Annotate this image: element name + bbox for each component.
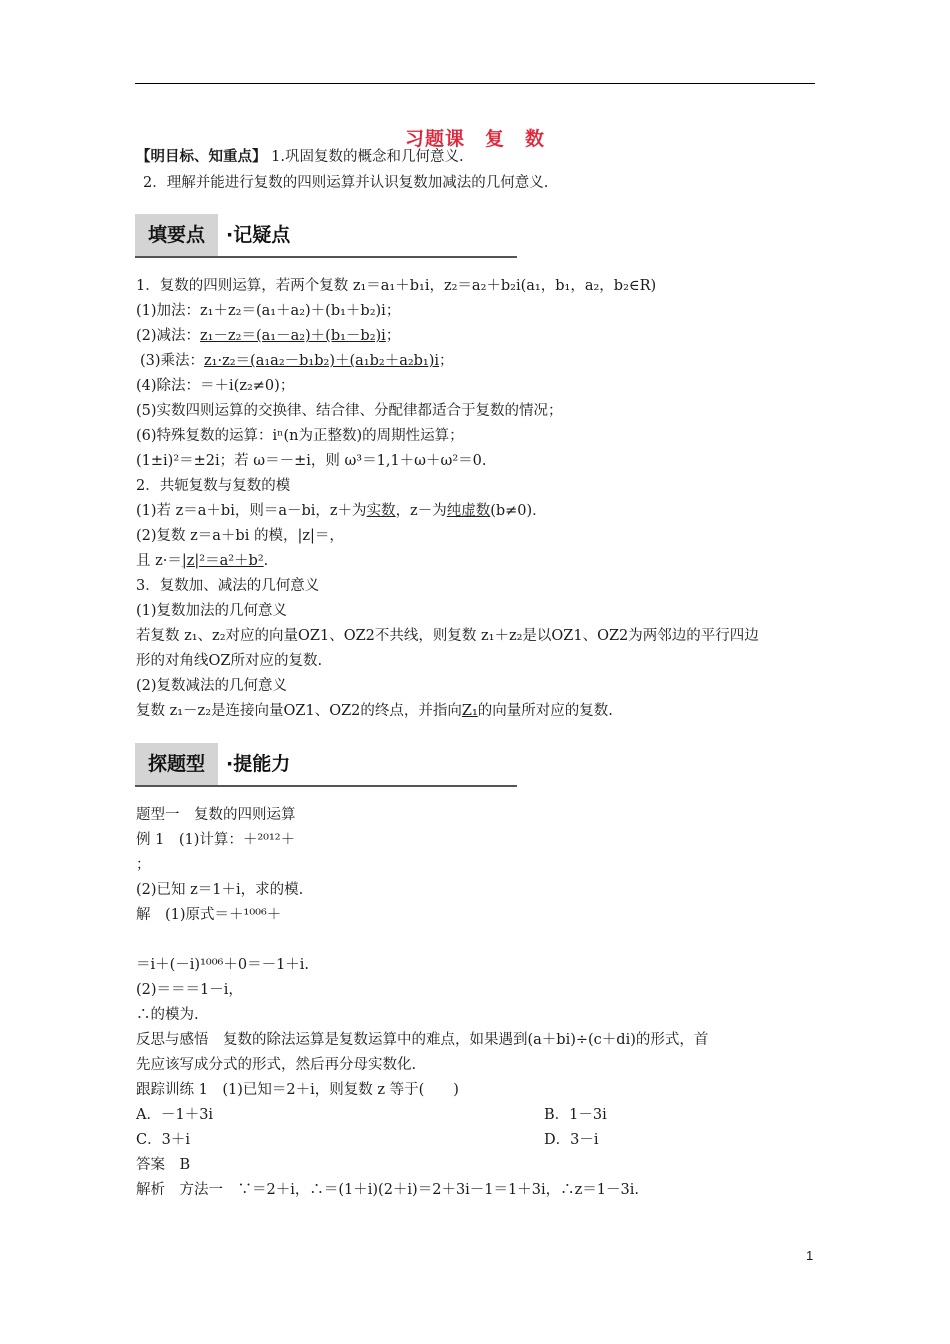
subtraction-rule bbox=[136, 326, 400, 346]
example-1-part-2: (2)已知 z＝1＋i，求的模. bbox=[136, 882, 304, 898]
geo-add-line-2: 形的对角线OZ所对应的复数. bbox=[136, 653, 323, 669]
objectives-line bbox=[136, 147, 464, 167]
point-3: 3．复数加、减法的几何意义 bbox=[136, 578, 320, 594]
special-rule: (6)特殊复数的运算：iⁿ(n为正整数)的周期性运算； bbox=[136, 428, 464, 444]
option-c: C．3＋i bbox=[136, 1132, 190, 1148]
section-header-points bbox=[135, 214, 517, 258]
multiplication-rule bbox=[140, 351, 454, 371]
modulus-product-text: 且 z·＝ bbox=[136, 553, 182, 569]
objective-item-2: 2．理解并能进行复数的四则运算并认识复数加减法的几何意义. bbox=[143, 175, 549, 191]
geo-sub-end: 的向量所对应的复数. bbox=[477, 703, 613, 719]
subtraction-formula: z₁－z₂＝(a₁－a₂)＋(b₁－b₂)i bbox=[200, 328, 386, 344]
example-1-cont: ； bbox=[136, 857, 151, 873]
solution-line-2: ＝i＋(－i)¹⁰⁰⁶＋0＝－1＋i. bbox=[136, 957, 310, 973]
tracking-exercise: 跟踪训练 1 (1)已知＝2＋i，则复数 z 等于( ) bbox=[136, 1082, 459, 1098]
solution-line-3: (2)＝＝＝1－i， bbox=[136, 982, 243, 998]
section-rule bbox=[135, 785, 517, 787]
geo-sub-target: Z₁ bbox=[461, 703, 478, 719]
multiplication-label: (3)乘法： bbox=[140, 353, 205, 369]
question-type-1: 题型一 复数的四则运算 bbox=[136, 807, 296, 823]
conjugate-text-2: ，z－为 bbox=[395, 503, 447, 519]
answer-line: 答案 B bbox=[136, 1157, 191, 1173]
geo-add-heading: (1)复数加法的几何意义 bbox=[136, 603, 288, 619]
point-1: 1．复数的四则运算，若两个复数 z₁＝a₁＋b₁i，z₂＝a₂＋b₂i(a₁，b₁，a₂，b₂∈R) bbox=[136, 278, 657, 294]
conjugate-rule bbox=[136, 501, 547, 521]
section-subtitle: ·提能力 bbox=[226, 753, 291, 775]
page-number: 1 bbox=[806, 1248, 814, 1263]
options-row-1 bbox=[136, 1105, 607, 1125]
conjugate-real: 实数 bbox=[366, 503, 396, 519]
objectives-label: 【明目标、知重点】 bbox=[136, 149, 267, 165]
option-b: B．1－3i bbox=[544, 1107, 607, 1123]
options-row-2 bbox=[136, 1130, 599, 1150]
division-rule: (4)除法：＝＋i(z₂≠0)； bbox=[136, 378, 295, 394]
header-rule bbox=[135, 83, 815, 84]
geo-sub-line bbox=[136, 701, 613, 721]
multiplication-formula: z₁·z₂＝(a₁a₂－b₁b₂)＋(a₁b₂＋a₂b₁)i bbox=[204, 353, 440, 369]
multiplication-end: ； bbox=[439, 353, 454, 369]
analysis-line: 解析 方法一 ∵＝2＋i，∴＝(1＋i)(2＋i)＝2＋3i－1＝1＋3i，∴z＝1－3i. bbox=[136, 1182, 639, 1198]
addition-rule: (1)加法：z₁＋z₂＝(a₁＋a₂)＋(b₁＋b₂)i； bbox=[136, 303, 401, 319]
conjugate-text-3: (b≠0)． bbox=[490, 503, 547, 519]
modulus-product-end: . bbox=[263, 553, 269, 569]
section-tab: 探题型 bbox=[135, 743, 218, 785]
geo-sub-text: 复数 z₁－z₂是连接向量OZ1、OZ2的终点，并指向 bbox=[136, 703, 462, 719]
geo-add-line-1: 若复数 z₁、z₂对应的向量OZ1、OZ2不共线，则复数 z₁＋z₂是以OZ1、OZ2为两邻边的平行四边 bbox=[136, 628, 759, 644]
point-2: 2．共轭复数与复数的模 bbox=[136, 478, 291, 494]
section-tab: 填要点 bbox=[135, 214, 218, 256]
solution-line-4: ∴的模为. bbox=[136, 1007, 199, 1023]
law-rule: (5)实数四则运算的交换律、结合律、分配律都适合于复数的情况； bbox=[136, 403, 563, 419]
reflection-line-2: 先应该写成分式的形式，然后再分母实数化. bbox=[136, 1057, 417, 1073]
conjugate-imag: 纯虚数 bbox=[446, 503, 491, 519]
section-subtitle: ·记疑点 bbox=[226, 224, 291, 246]
option-d: D．3－i bbox=[544, 1132, 599, 1148]
modulus-product bbox=[136, 551, 268, 571]
solution-line-1: 解 (1)原式＝＋¹⁰⁰⁶＋ bbox=[136, 907, 282, 923]
page-title: 习题课 复 数 bbox=[404, 128, 545, 150]
example-1: 例 1 (1)计算：＋²⁰¹²＋ bbox=[136, 832, 296, 848]
reflection-line-1: 反思与感悟 复数的除法运算是复数运算中的难点，如果遇到(a＋bi)÷(c＋di)的形式，首 bbox=[136, 1032, 709, 1048]
modulus-product-formula: |z|²＝a²＋b² bbox=[181, 553, 264, 569]
conjugate-text: (1)若 z＝a＋bi，则＝a－bi，z＋为 bbox=[136, 503, 367, 519]
subtraction-label: (2)减法： bbox=[136, 328, 201, 344]
omega-rule: (1±i)²＝±2i；若 ω＝－±i，则 ω³＝1,1＋ω＋ω²＝0. bbox=[136, 453, 487, 469]
section-header-practice bbox=[135, 743, 517, 787]
section-rule bbox=[135, 256, 517, 258]
geo-sub-heading: (2)复数减法的几何意义 bbox=[136, 678, 288, 694]
modulus-rule: (2)复数 z＝a＋bi 的模，|z|＝， bbox=[136, 528, 344, 544]
option-a: A．－1＋3i bbox=[136, 1107, 214, 1123]
subtraction-end: ； bbox=[385, 328, 401, 344]
objective-item-1: 1.巩固复数的概念和几何意义. bbox=[271, 149, 464, 165]
